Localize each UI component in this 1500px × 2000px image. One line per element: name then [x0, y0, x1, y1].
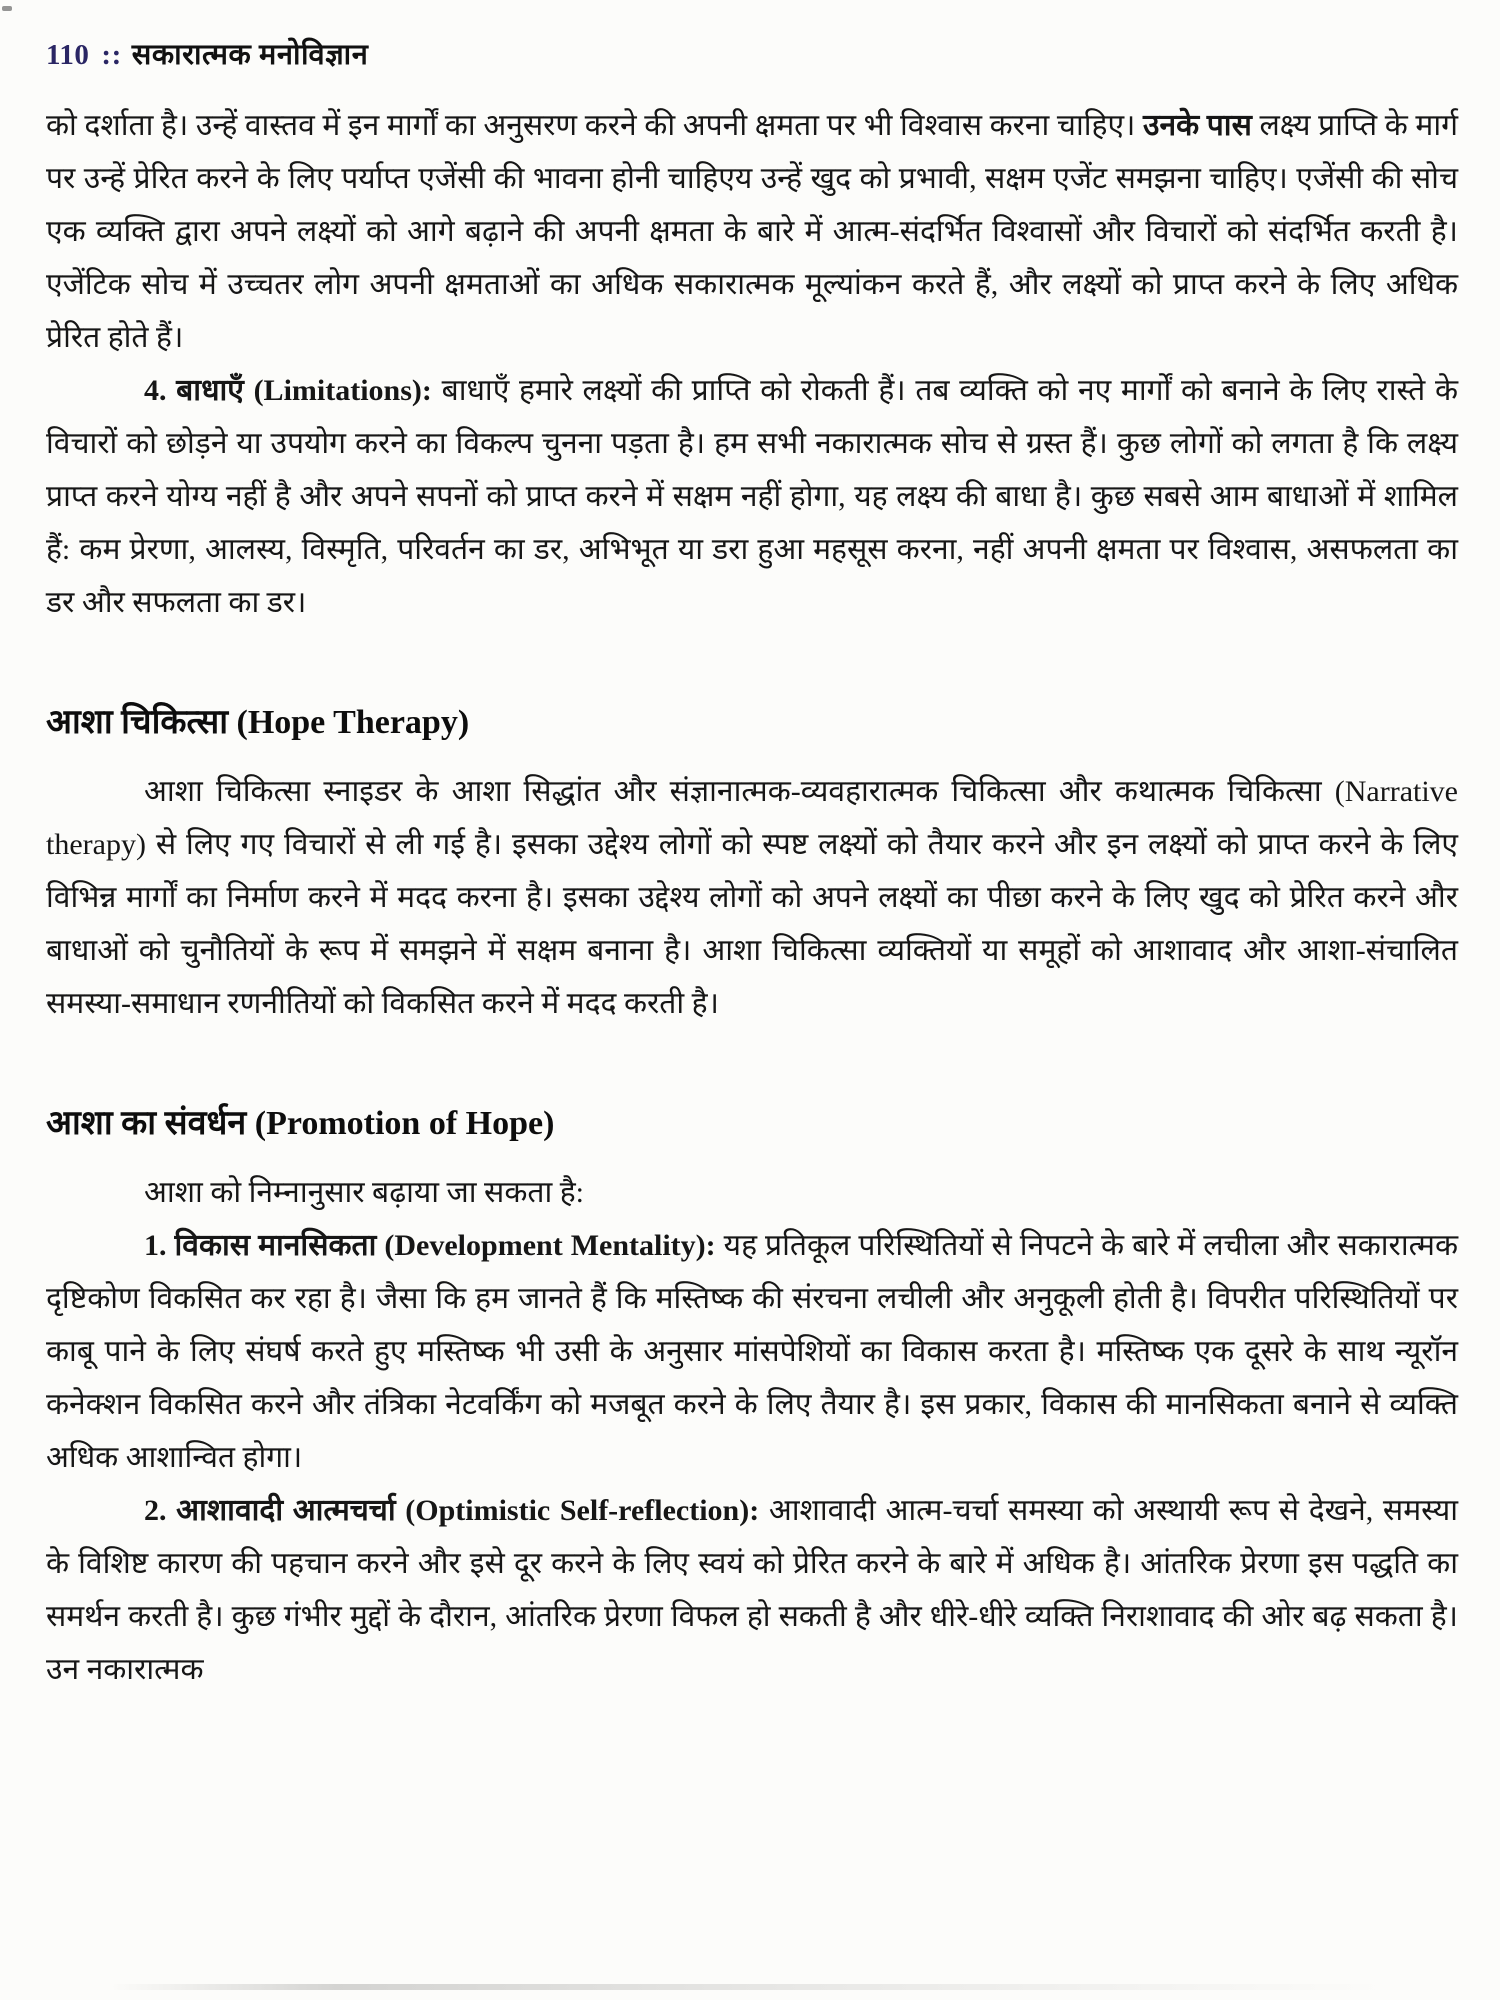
paragraph-bold-phrase: उनके पास [1143, 109, 1252, 142]
paragraph-development-mentality [46, 1219, 1458, 1484]
paragraph-hope-therapy: आशा चिकित्सा स्नाइडर के आशा सिद्धांत और संज्ञानात्मक-व्यवहारात्मक चिकित्सा और कथात्मक चिकित्सा (Narrative therapy) से लिए गए विचारों से ली गई है। इसका उद्देश्य लोगों को स्पष्ट लक्ष्यों को तैयार करने और इन लक्ष्यों को प्राप्त करने के लिए विभिन्न मार्गों का निर्माण करने में मदद करना है। इसका उद्देश्य लोगों को अपने लक्ष्यों का पीछा करने के लिए खुद को प्रेरित करने और बाधाओं को चुनौतियों के रूप में समझने में सक्षम बनाना है। आशा चिकित्सा व्यक्तियों या समूहों को आशावाद और आशा-संचालित समस्या-समाधान रणनीतियों को विकसित करने में मदद करती है। [46, 775, 1458, 1020]
paragraph-text: आशावादी आत्म-चर्चा समस्या को अस्थायी रूप से देखने, समस्या के विशिष्ट कारण की पहचान करने और इसे दूर करने के लिए स्वयं को प्रेरित करने के बारे में अधिक है। आंतरिक प्रेरणा इस पद्धति का समर्थन करती है। कुछ गंभीर मुद्दों के दौरान, आंतरिक प्रेरणा विफल हो सकती है और धीरे-धीरे व्यक्ति निराशावाद की ओर बढ़ सकता है। उन नकारात्मक [46, 1494, 1458, 1686]
scan-artifact-smudge [110, 1984, 1390, 1990]
paragraph-text: बाधाएँ हमारे लक्ष्यों की प्राप्ति को रोकती हैं। तब व्यक्ति को नए मार्गों को बनाने के लिए रास्ते के विचारों को छोड़ने या उपयोग करने का विकल्प चुनना पड़ता है। हम सभी नकारात्मक सोच से ग्रस्त हैं। कुछ लोगों को लगता है कि लक्ष्य प्राप्त करने योग्य नहीं है और अपने सपनों को प्राप्त करने में सक्षम नहीं होगा, यह लक्ष्य की बाधा है। कुछ सबसे आम बाधाओं में शामिल हैं: कम प्रेरणा, आलस्य, विस्मृति, परिवर्तन का डर, अभिभूत या डरा हुआ महसूस करना, नहीं अपनी क्षमता पर विश्वास, असफलता का डर और सफलता का डर। [46, 374, 1458, 619]
header-separator: :: [101, 39, 122, 71]
paragraph-text: लक्ष्य प्राप्ति के मार्ग पर उन्हें प्रेरित करने के लिए पर्याप्त एजेंसी की भावना होनी चाहिएय उन्हें खुद को प्रभावी, सक्षम एजेंट समझना चाहिए। एजेंसी की सोच एक व्यक्ति द्वारा अपने लक्ष्यों को आगे बढ़ाने की अपनी क्षमता के बारे में आत्म-संदर्भित विश्वासों और विचारों को संदर्भित करती है। एजेंटिक सोच में उच्चतर लोग अपनी क्षमताओं का अधिक सकारात्मक मूल्यांकन करते हैं, और लक्ष्यों को प्राप्त करने के लिए अधिक प्रेरित होते हैं। [46, 109, 1458, 354]
paragraph-limitations [46, 364, 1458, 629]
page-header [46, 34, 1458, 73]
paragraph-lead-optimistic-self-reflection: 2. आशावादी आत्मचर्चा (Optimistic Self-reflection): [144, 1494, 760, 1527]
scan-artifact-speck [2, 6, 12, 11]
paragraph-promotion-intro: आशा को निम्नानुसार बढ़ाया जा सकता है: [144, 1176, 585, 1209]
paragraph-optimistic-self-reflection [46, 1484, 1458, 1696]
heading-hope-therapy: आशा चिकित्सा (Hope Therapy) [46, 704, 470, 741]
book-title: सकारात्मक मनोविज्ञान [131, 39, 369, 71]
page-body [46, 99, 1458, 1696]
page-number: 110 [46, 39, 90, 71]
paragraph-lead-limitations: 4. बाधाएँ (Limitations): [144, 374, 432, 407]
heading-promotion-of-hope: आशा का संवर्धन (Promotion of Hope) [46, 1105, 555, 1142]
paragraph-text: को दर्शाता है। उन्हें वास्तव में इन मार्गों का अनुसरण करने की अपनी क्षमता पर भी विश्वास करना चाहिए। [46, 109, 1144, 142]
paragraph-agency-continuation [46, 99, 1458, 364]
paragraph-text: यह प्रतिकूल परिस्थितियों से निपटने के बारे में लचीला और सकारात्मक दृष्टिकोण विकसित कर रहा है। जैसा कि हम जानते हैं कि मस्तिष्क की संरचना लचीली और अनुकूली होती है। विपरीत परिस्थितियों पर काबू पाने के लिए संघर्ष करते हुए मस्तिष्क भी उसी के अनुसार मांसपेशियों का विकास करता है। मस्तिष्क एक दूसरे के साथ न्यूरॉन कनेक्शन विकसित करने और तंत्रिका नेटवर्किंग को मजबूत करने के लिए तैयार है। इस प्रकार, विकास की मानसिकता बनाने से व्यक्ति अधिक आशान्वित होगा। [46, 1229, 1459, 1474]
paragraph-lead-development-mentality: 1. विकास मानसिकता (Development Mentality): [144, 1229, 716, 1262]
